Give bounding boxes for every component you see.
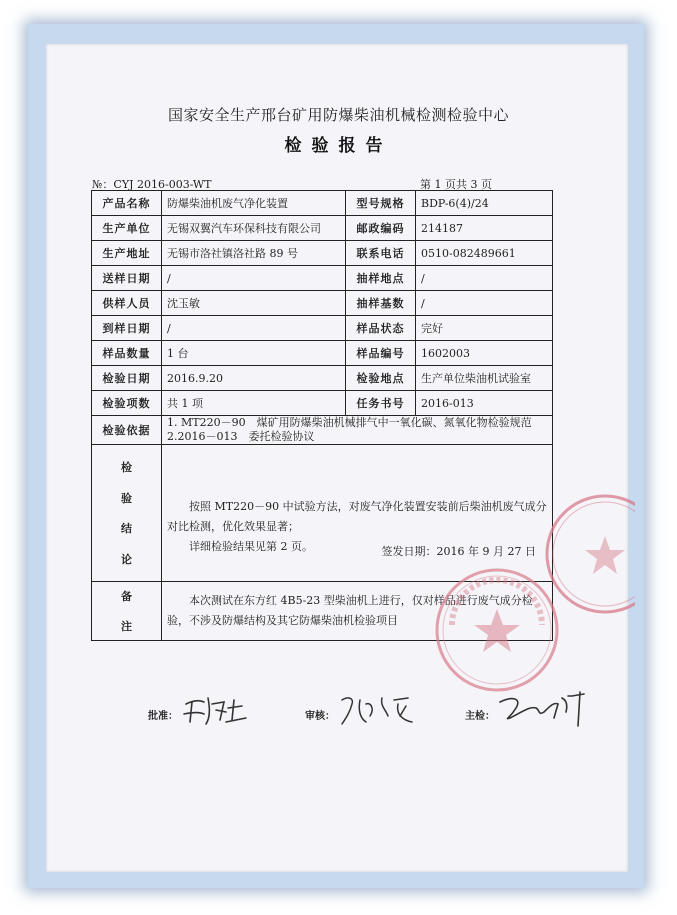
field-label: 送样日期 [92,266,162,291]
basis-label: 检验依据 [92,416,162,445]
label-char: 验 [121,491,132,505]
table-row [92,391,553,416]
field-label: 检验项数 [92,391,162,416]
label-char: 结 [121,522,132,536]
field-value: 1 台 [162,341,346,366]
field-label: 供样人员 [92,291,162,316]
basis-line-2: 2.2016－013 委托检验协议 [167,430,315,443]
field-label: 到样日期 [92,316,162,341]
table-row [92,216,553,241]
field-value: / [162,316,346,341]
main-label: 主检： [465,711,495,722]
field-value: / [162,266,346,291]
conclusion-text-2: 详细检验结果见第 2 页。 [189,540,313,553]
table-row [92,266,553,291]
field-value: / [416,266,553,291]
sign-date: 签发日期：2016 年 9 月 27 日 [381,545,536,558]
field-value: 完好 [416,316,553,341]
basis-row [92,416,553,445]
field-value: 无锡双翼汽车环保科技有限公司 [162,216,346,241]
page-info: 第 1 页共 3 页 [420,178,492,191]
field-value: / [416,291,553,316]
table-row [92,316,553,341]
field-value: 生产单位柴油机试验室 [416,366,553,391]
field-label: 抽样基数 [346,291,416,316]
basis-line-1: 1. MT220－90 煤矿用防爆柴油机械排气中一氧化碳、氮氧化物检验规范 [167,416,532,429]
field-label: 检验日期 [92,366,162,391]
field-label: 样品编号 [346,341,416,366]
table-row [92,341,553,366]
review-signature [336,690,426,730]
review-label: 审核： [305,711,335,722]
field-value: 沈玉敏 [162,291,346,316]
field-value: 共 1 项 [162,391,346,416]
field-value: 防爆柴油机废气净化装置 [162,191,346,216]
doc-number: №：CYJ 2016-003-WT [92,178,212,191]
field-value: 214187 [416,216,553,241]
label-char: 检 [121,461,132,474]
field-label: 检验地点 [346,366,416,391]
table-row [92,366,553,391]
official-seal-center [432,565,562,695]
field-value: 无锡市洛社镇洛社路 89 号 [162,241,346,266]
field-label: 抽样地点 [346,266,416,291]
table-row [92,241,553,266]
conclusion-text: 按照 MT220－90 中试验方法，对废气净化装置安装前后柴油机废气成分对比检测，优化效果显著； [167,500,547,533]
remarks-label [92,582,162,641]
table-row [92,191,553,216]
remarks-text: 本次测试在东方红 4B5-23 型柴油机上进行，仅对样品进行废气成分检验，不涉及防爆结构及其它防爆柴油机检验项目 [162,582,553,641]
field-label: 任务书号 [346,391,416,416]
field-label: 样品状态 [346,316,416,341]
field-label: 样品数量 [92,341,162,366]
field-label: 型号规格 [346,191,416,216]
conclusion-label [92,445,162,582]
field-value: BDP-6(4)/24 [416,191,553,216]
approve-signature [180,690,260,730]
field-label: 邮政编码 [346,216,416,241]
field-label: 产品名称 [92,191,162,216]
field-value: 1602003 [416,341,553,366]
label-char: 论 [121,552,132,566]
label-char: 备 [121,590,132,603]
org-name: 国家安全生产邢台矿用防爆柴油机械检测检验中心 [167,106,509,124]
table-row [92,291,553,316]
field-value: 2016.9.20 [162,366,346,391]
field-value: 2016-013 [416,391,553,416]
label-char: 注 [121,620,132,633]
basis-value [162,416,553,445]
field-label: 生产地址 [92,241,162,266]
approve-label: 批准： [148,711,178,722]
field-value: 0510-082489661 [416,241,553,266]
field-label: 联系电话 [346,241,416,266]
conclusion-body [162,445,553,582]
conclusion-row [92,445,553,582]
field-label: 生产单位 [92,216,162,241]
report-title: 检验报告 [284,136,393,156]
